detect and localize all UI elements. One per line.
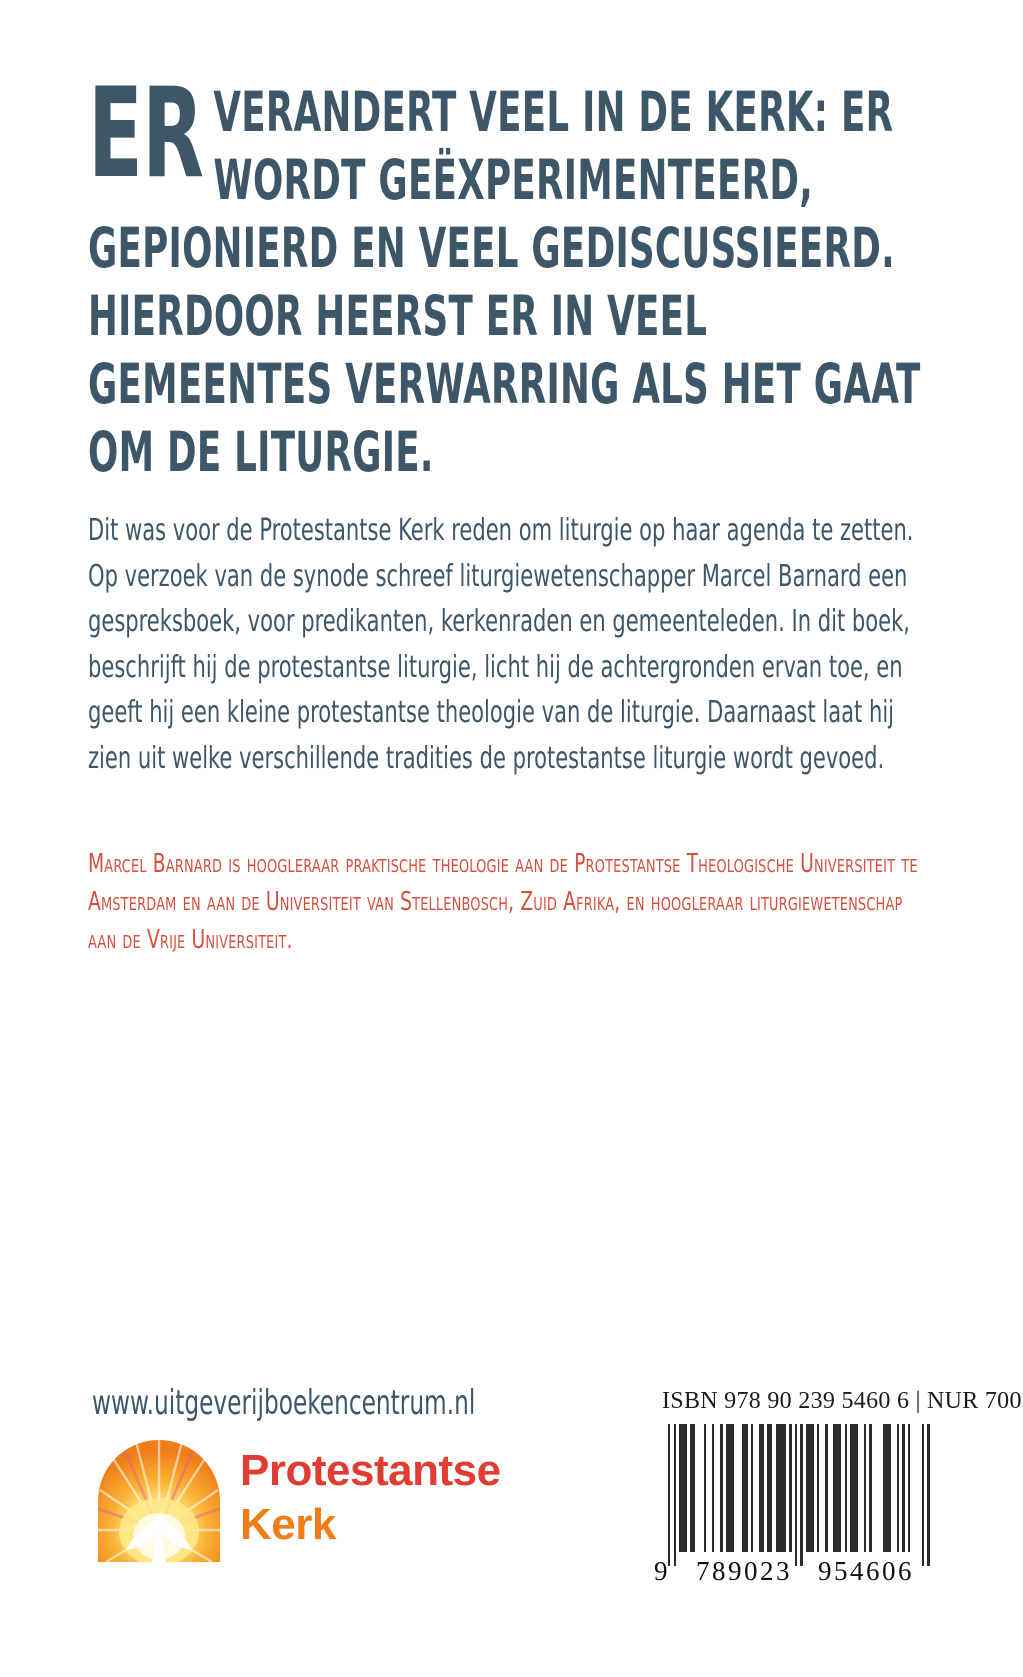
- isbn-nur-line: ISBN 978 90 239 5460 6 | NUR 700: [662, 1388, 1022, 1414]
- barcode-digits: [654, 1554, 930, 1588]
- barcode: [654, 1424, 930, 1609]
- author-bio-paragraph: Marcel Barnard is hoogleraar praktische theologie aan de Protestantse Theologische Universiteit te Amsterdam en aan de Universiteit van Stellenbosch, Zuid Afrika, en hoogleraar liturgiewetenschap aan de Vrije Universiteit.: [88, 849, 918, 955]
- barcode-digits-right: 954606: [818, 1556, 914, 1586]
- page-title: [88, 62, 926, 486]
- drop-cap: ER: [88, 62, 204, 206]
- barcode-digit-left: 9: [654, 1556, 670, 1586]
- description-block: [88, 508, 926, 781]
- publisher-logo: [96, 1438, 516, 1578]
- sunburst-dove-icon: [96, 1438, 222, 1564]
- author-bio-block: [88, 845, 936, 959]
- publisher-logo-text: [240, 1444, 501, 1552]
- headline-text: VERANDERT VEEL IN DE KERK: ER WORDT GEËXPERIMENTEERD, GEPIONIERD EN VEEL GEDISCUSSIEERD. HIERDOOR HEERST ER IN VEEL GEMEENTES VERWARRING ALS HET GAAT OM DE LITURGIE.: [88, 80, 921, 484]
- publisher-logo-line2: Kerk: [240, 1500, 336, 1549]
- headline-block: [88, 62, 926, 486]
- publisher-url[interactable]: www.uitgeverijboekencentrum.nl: [92, 1383, 476, 1423]
- publisher-logo-line1: Protestantse: [240, 1446, 501, 1495]
- barcode-digits-middle: 789023: [696, 1556, 792, 1586]
- description-paragraph: Dit was voor de Protestantse Kerk reden om liturgie op haar agenda te zetten. Op verzoek van de synode schreef liturgiewetenschapper Marcel Barnard een gespreksboek, voor predikanten, kerkenraden en gemeenteleden. In dit boek, beschrijft hij de protestantse liturgie, licht hij de achtergronden ervan toe, en geeft hij een kleine protestantse theologie van de liturgie. Daarnaast laat hij zien uit welke verschillende tradities de protestantse liturgie wordt gevoed.: [88, 513, 914, 776]
- barcode-bars: [668, 1424, 930, 1552]
